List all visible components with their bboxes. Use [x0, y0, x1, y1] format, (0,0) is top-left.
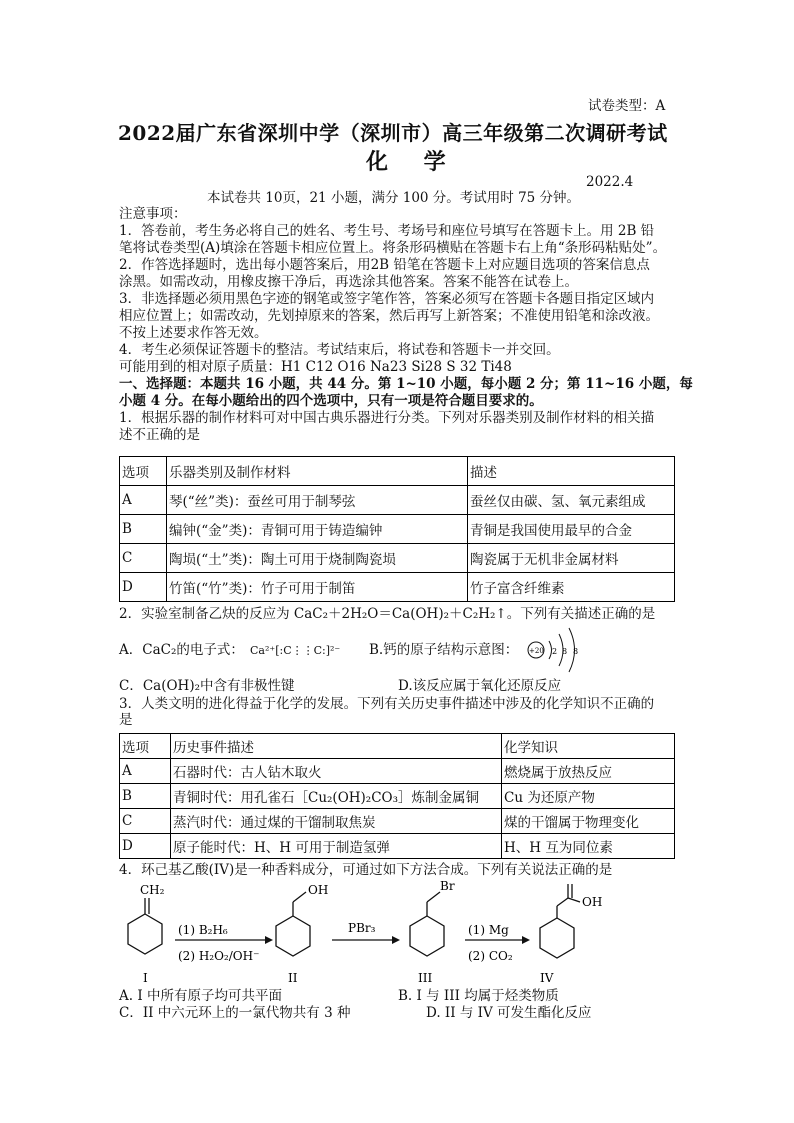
- option-cell: D: [120, 573, 167, 602]
- option-cell: A: [120, 486, 167, 515]
- atomic-mass-note: 可能用到的相对原子质量：H1 C12 O16 Na23 Si28 S 32 Ti48: [119, 359, 512, 375]
- note-line: 笔将试卷类型(A)填涂在答题卡相应位置上。将条形码横贴在答题卡右上角“条形码粘贴处”。: [119, 240, 667, 256]
- subject-title: 化 学: [366, 149, 460, 175]
- table-header-cell: 乐器类别及制作材料: [167, 457, 468, 486]
- table-row: [120, 515, 675, 544]
- exam-date: 2022.4: [586, 174, 634, 190]
- option-cell: B: [120, 784, 171, 809]
- table-row: [120, 809, 675, 834]
- step1-reagent-1: (1) B₂H₆: [178, 923, 228, 937]
- note-line: 1．答卷前，考生务必将自己的姓名、考生号、考场号和座位号填写在答题卡上。用 2B 铅: [119, 223, 655, 239]
- table-header-row: [120, 734, 675, 759]
- event-cell: 蒸汽时代：通过煤的干馏制取焦炭: [171, 809, 502, 834]
- paper-type: 试卷类型：A: [588, 98, 666, 114]
- reaction-arrowhead: [392, 936, 400, 944]
- q3-table: [119, 733, 675, 859]
- note-line: 相应位置上；如需改动，先划掉原来的答案，然后再写上新答案；不准使用铅笔和涂改液。: [119, 308, 659, 324]
- note-line: 2．作答选择题时，选出每小题答案后，用2B 铅笔在答题卡上对应题目选项的答案信息点: [119, 257, 650, 273]
- table-header-cell: 历史事件描述: [171, 734, 502, 759]
- q1-table: [119, 456, 675, 602]
- q2-stem: 2．实验室制备乙炔的反应为 CaC₂＋2H₂O＝Ca(OH)₂＋C₂H₂↑。下列有关描述正确的是: [119, 606, 656, 622]
- q4-option-b: B. I 与 III 均属于烃类物质: [398, 988, 559, 1004]
- q4-stem: 4．环己基乙酸(IV)是一种香料成分，可通过如下方法合成。下列有关说法正确的是: [119, 862, 613, 878]
- description-cell: 蚕丝仅由碳、氢、氧元素组成: [468, 486, 675, 515]
- table-header-row: [120, 457, 675, 486]
- compound-I-label: I: [143, 971, 148, 985]
- table-row: [120, 784, 675, 809]
- calcium-atom-structure-diagram: [524, 624, 616, 676]
- table-row: [120, 759, 675, 784]
- compound-I-structure: [128, 898, 162, 954]
- event-cell: 石器时代：古人钻木取火: [171, 759, 502, 784]
- compound-IV-structure: [540, 884, 580, 958]
- synthesis-scheme: [110, 878, 670, 988]
- section1-heading-cont: 小题 4 分。在每小题给出的四个选项中，只有一项是符合题目要求的。: [119, 393, 543, 409]
- knowledge-cell: H、H 互为同位素: [502, 834, 675, 859]
- table-row: [120, 573, 675, 602]
- note-line: 不按上述要求作答无效。: [119, 325, 268, 341]
- q2-option-b-label: B.钙的原子结构示意图：: [369, 642, 519, 658]
- q4-option-c: C．II 中六元环上的一氯代物共有 3 种: [119, 1005, 351, 1021]
- note-line: 4．考生必须保证答题卡的整洁。考试结束后，将试卷和答题卡一并交回。: [119, 342, 560, 358]
- table-row: [120, 486, 675, 515]
- reaction-arrowhead: [265, 936, 273, 944]
- description-cell: 陶瓷属于无机非金属材料: [468, 544, 675, 573]
- reaction-arrowhead: [522, 936, 530, 944]
- option-cell: B: [120, 515, 167, 544]
- table-header-cell: 选项: [120, 457, 167, 486]
- knowledge-cell: Cu 为还原产物: [502, 784, 675, 809]
- exam-intro: 本试卷共 10页，21 小题，满分 100 分。考试用时 75 分钟。: [207, 190, 581, 206]
- q2-option-d: D.该反应属于氧化还原反应: [398, 678, 562, 694]
- q1-stem-cont: 述不正确的是: [119, 427, 200, 443]
- option-cell: C: [120, 809, 171, 834]
- knowledge-cell: 煤的干馏属于物理变化: [502, 809, 675, 834]
- step3-reagent-1: (1) Mg: [468, 923, 509, 937]
- shell-electron-count: 8: [562, 647, 568, 656]
- step1-reagent-2: (2) H₂O₂/OH⁻: [178, 949, 260, 963]
- material-cell: 琴(“丝”类)：蚕丝可用于制琴弦: [167, 486, 468, 515]
- note-line: 涂黑。如需改动，用橡皮擦干净后，再选涂其他答案。答案不能答在试卷上。: [119, 274, 578, 290]
- compound-II-structure: [276, 892, 310, 956]
- table-row: [120, 544, 675, 573]
- description-cell: 竹子富含纤维素: [468, 573, 675, 602]
- shell-electron-count: 8: [573, 647, 579, 656]
- step2-reagent: PBr₃: [348, 921, 376, 935]
- section1-heading: 一、选择题：本题共 16 小题，共 44 分。第 1~10 小题，每小题 2 分；第 11~16 小题，每: [119, 376, 693, 392]
- table-header-cell: 化学知识: [502, 734, 675, 759]
- compound-IV-label: IV: [540, 971, 554, 985]
- event-cell: 原子能时代：H、H 可用于制造氢弹: [171, 834, 502, 859]
- exam-title: 2022届广东省深圳中学（深圳市）高三年级第二次调研考试: [118, 121, 668, 145]
- compound-IV-substituent: OH: [582, 895, 603, 909]
- note-line: 3．非选择题必须用黑色字迹的钢笔或签字笔作答，答案必须写在答题卡各题目指定区域内: [119, 291, 655, 307]
- option-cell: A: [120, 759, 171, 784]
- event-cell: 青铜时代：用孔雀石［Cu₂(OH)₂CO₃］炼制金属铜: [171, 784, 502, 809]
- option-cell: D: [120, 834, 171, 859]
- option-cell: C: [120, 544, 167, 573]
- compound-II-substituent: OH: [308, 883, 329, 897]
- q3-stem-cont: 是: [119, 712, 133, 728]
- material-cell: 陶埙(“土”类)：陶土可用于烧制陶瓷埙: [167, 544, 468, 573]
- nucleus-charge: +20: [529, 647, 544, 655]
- q4-option-a: A. I 中所有原子均可共平面: [119, 988, 282, 1004]
- q3-stem: 3．人类文明的进化得益于化学的发展。下列有关历史事件描述中涉及的化学知识不正确的: [119, 696, 655, 712]
- table-header-cell: 描述: [468, 457, 675, 486]
- q2-option-a-formula: Ca²⁺[:C⋮⋮C:]²⁻: [250, 644, 341, 657]
- q1-stem: 1．根据乐器的制作材料可对中国古典乐器进行分类。下列对乐器类别及制作材料的相关描: [119, 410, 655, 426]
- description-cell: 青铜是我国使用最早的合金: [468, 515, 675, 544]
- knowledge-cell: 燃烧属于放热反应: [502, 759, 675, 784]
- compound-III-structure: [410, 892, 444, 956]
- material-cell: 编钟(“金”类)：青铜可用于铸造编钟: [167, 515, 468, 544]
- shell-electron-count: 2: [552, 647, 558, 656]
- compound-III-label: III: [418, 971, 433, 985]
- step3-reagent-2: (2) CO₂: [468, 949, 513, 963]
- notes-heading: 注意事项：: [119, 206, 187, 222]
- q4-option-d: D. II 与 IV 可发生酯化反应: [426, 1005, 592, 1021]
- q2-option-a-label: A．CaC₂的电子式：: [119, 642, 244, 658]
- q2-option-c: C．Ca(OH)₂中含有非极性键: [119, 678, 295, 694]
- table-header-cell: 选项: [120, 734, 171, 759]
- compound-III-substituent: Br: [440, 879, 455, 893]
- compound-II-label: II: [288, 971, 298, 985]
- material-cell: 竹笛(“竹”类)：竹子可用于制笛: [167, 573, 468, 602]
- table-row: [120, 834, 675, 859]
- compound-I-substituent: CH₂: [140, 883, 165, 897]
